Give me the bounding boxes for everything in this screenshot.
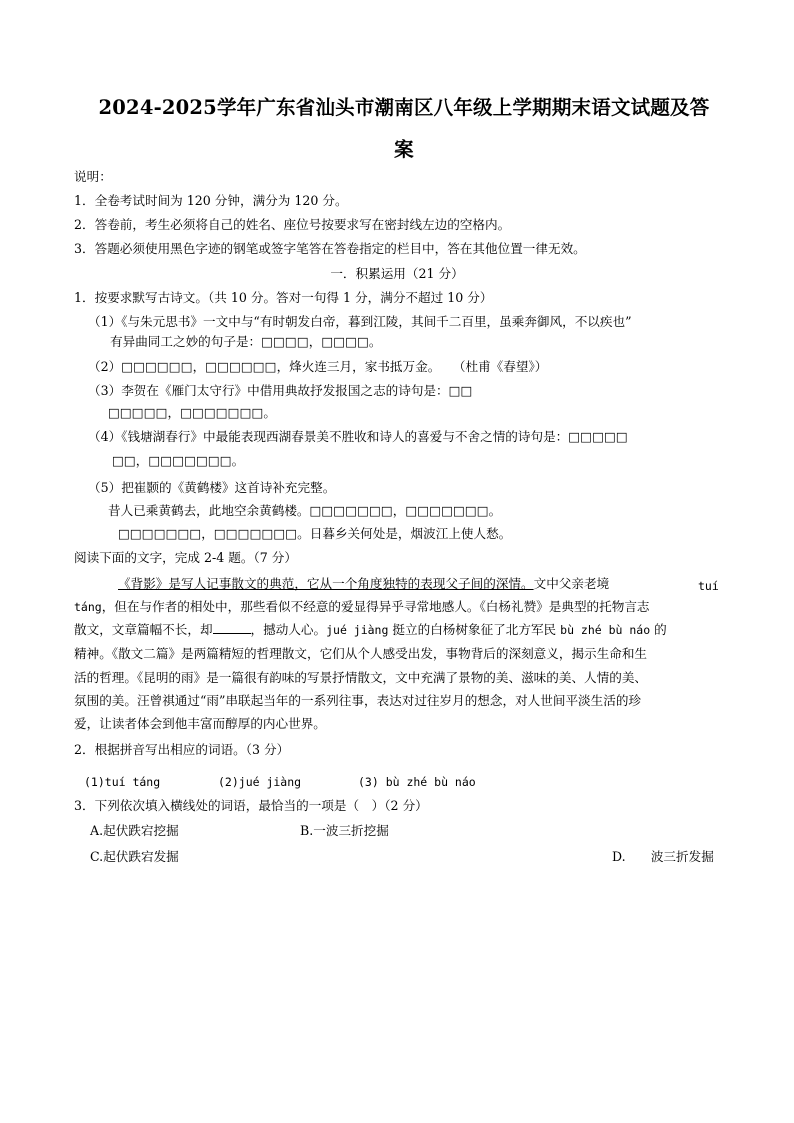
question-1-stem: 1．按要求默写古诗文。（共 10 分。答对一句得 1 分，满分不超过 10 分） (74, 290, 493, 305)
passage-line-5: 活的哲理。《昆明的雨》是一篇很有韵味的写景抒情散文，文中充满了景物的美、滋味的美、人情的美、 (74, 670, 648, 685)
q3-option-d[interactable]: D. 波三折发掘 (612, 849, 714, 864)
question-3-stem: 3．下列依次填入横线处的词语，最恰当的一项是（ ）（2 分） (74, 798, 428, 813)
passage-line-4: 精神。《散文二篇》是两篇精短的哲理散文，它们从个人感受出发，事物背后的深刻意义，揭示生命和生 (74, 646, 648, 661)
pinyin-annotation: tuí (698, 579, 719, 593)
q1-part1-line2: 有异曲同工之妙的句子是：□□□□，□□□□。 (110, 334, 382, 349)
pinyin-annotation: bù zhé bù náo (560, 623, 651, 637)
q3-option-c[interactable]: C.起伏跌宕发掘 (90, 849, 179, 864)
q1-part1-line1: （1）《与朱元思书》一文中与“有时朝发白帝，暮到江陵，其间千二百里，虽乘奔御风，不以疾也” (88, 314, 632, 329)
passage-line-2 (74, 598, 650, 616)
q3-option-a[interactable]: A.起伏跌宕挖掘 (90, 823, 179, 838)
passage-text: ，撼动人心。 (250, 622, 327, 637)
passage-text: ，但在与作者的相处中，那些看似不经意的爱显得异乎寻常地感人。《白杨礼赞》是典型的托物言志 (101, 599, 650, 614)
instruction-item: 3．答题必须使用黑色字迹的钢笔或签字笔答在答卷指定的栏目中，答在其他位置一律无效。 (74, 241, 586, 256)
passage-text: 文中父亲老境 (533, 576, 610, 591)
passage-line-1 (118, 575, 609, 593)
instruction-item: 1．全卷考试时间为 120 分钟，满分为 120 分。 (74, 193, 348, 208)
q1-part5-line3: □□□□□□□，□□□□□□□。日暮乡关何处是，烟波江上使人愁。 (118, 526, 512, 541)
instruction-item: 2．答卷前，考生必须将自己的姓名、座位号按要求写在密封线左边的空格内。 (74, 217, 511, 232)
q1-part5-line2: 昔人已乘黄鹤去，此地空余黄鹤楼。□□□□□□□，□□□□□□□。 (108, 503, 502, 518)
q1-part5-line1: （5）把崔颢的《黄鹤楼》这首诗补充完整。 (88, 480, 336, 495)
passage-line-6: 氛围的美。汪曾祺通过“雨”串联起当年的一系列往事，表达对过往岁月的想念，对人世间平淡生活的珍 (74, 693, 642, 708)
passage-line-7: 爱，让读者体会到他丰富而醇厚的内心世界。 (74, 716, 326, 731)
q2-item: (1)tuí táng (84, 775, 161, 789)
q1-part2: （2）□□□□□□，□□□□□□，烽火连三月，家书抵万金。 （杜甫《春望》） (88, 359, 548, 374)
pinyin-annotation: jué jiàng (326, 623, 389, 637)
q3-option-b[interactable]: B.一波三折挖掘 (300, 823, 389, 838)
page-title-continued: 案 (394, 138, 414, 161)
underlined-sentence: 《背影》是写人记事散文的典范，它从一个角度独特的表现父子间的深情。 (118, 576, 534, 591)
q1-part3-line1: （3）李贺在《雁门太守行》中借用典故抒发报国之志的诗句是：□□ (88, 383, 473, 398)
passage-text: 挺立的白杨树象征了北方军民 (388, 622, 561, 637)
q1-part3-line2: □□□□□，□□□□□□□。 (108, 405, 276, 420)
reading-intro: 阅读下面的文字，完成 2-4 题。（7 分） (74, 550, 297, 565)
passage-text: 的 (650, 622, 667, 637)
passage-text: 散文，文章篇幅不长，却 (74, 622, 213, 637)
page-title: 2024-2025学年广东省汕头市潮南区八年级上学期期末语文试题及答 (98, 96, 710, 119)
q2-item: (2)jué jiàng (218, 775, 302, 789)
pinyin-annotation: táng (74, 600, 102, 614)
instructions-heading: 说明： (74, 169, 112, 184)
fill-in-blank[interactable] (213, 621, 251, 634)
q1-part4-line2: □□，□□□□□□□。 (112, 453, 245, 468)
q2-item: (3) bù zhé bù náo (358, 775, 476, 789)
question-2-stem: 2．根据拼音写出相应的词语。（3 分） (74, 742, 290, 757)
passage-line-3 (74, 621, 667, 639)
q1-part4-line1: （4）《钱塘湖春行》中最能表现西湖春景美不胜收和诗人的喜爱与不舍之情的诗句是：□□□□□ (88, 429, 628, 444)
section-heading: 一．积累运用（21 分） (330, 266, 464, 281)
